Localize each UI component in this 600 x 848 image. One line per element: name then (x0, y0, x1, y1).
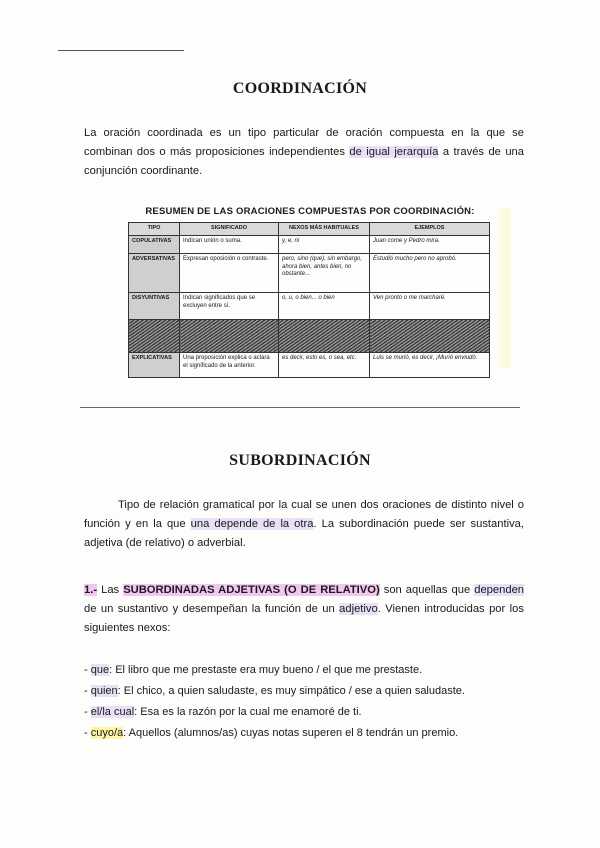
header-nexos: NEXOS MÁS HABITUALES (279, 223, 370, 236)
nexo-term: cuyo/a (90, 727, 124, 739)
coordinacion-intro (84, 124, 524, 181)
table-row (129, 254, 490, 293)
nexo-example: : Esa es la razón por la cual me enamoré de ti. (134, 706, 362, 718)
cell-nexos (279, 320, 370, 353)
coordination-summary-table (128, 222, 490, 378)
list-item (84, 723, 524, 744)
adjetivas-highlight-a: dependen (474, 584, 525, 596)
cell-ejemplo: Estudió mucho pero no aprobó. (370, 254, 490, 293)
table-header-row (129, 223, 490, 236)
cell-tipo (129, 320, 180, 353)
subordinacion-title: SUBORDINACIÓN (229, 452, 371, 469)
top-rule (58, 50, 184, 51)
adjetivas-highlight-b: adjetivo (339, 603, 378, 615)
adjetivas-text-b: de un sustantivo y desempeñan la función de un (84, 603, 340, 615)
cell-ejemplo: Ven pronto o me marcharé. (370, 293, 490, 320)
list-item (84, 660, 524, 681)
subordinacion-intro (84, 496, 524, 553)
nexo-example: : Aquellos (alumnos/as) cuyas notas superen el 8 tendrán un premio. (123, 727, 459, 739)
adjetivas-paragraph (84, 581, 524, 638)
adjetivas-heading: SUBORDINADAS ADJETIVAS (O DE RELATIVO) (123, 584, 380, 596)
cell-tipo: ADVERSATIVAS (129, 254, 180, 293)
nexo-example: : El libro que me prestaste era muy bueno / el que me prestaste. (109, 664, 423, 676)
section-divider (80, 407, 520, 408)
nexos-list (84, 660, 524, 744)
header-significado: SIGNIFICADO (180, 223, 279, 236)
list-dash: - (84, 685, 91, 697)
nexo-term: que (90, 664, 110, 676)
nexo-example: : El chico, a quien saludaste, es muy simpático / ese a quien saludaste. (117, 685, 465, 697)
table-row (129, 236, 490, 254)
cell-ejemplo (370, 320, 490, 353)
header-tipo: TIPO (129, 223, 180, 236)
nexo-term: el/la cual (90, 706, 135, 718)
cell-nexos: y, e, ni (279, 236, 370, 254)
adjetivas-text-a: son aquellas que (379, 584, 475, 596)
cell-significado: Indican unión o suma. (180, 236, 279, 254)
subordinacion-intro-before: Tipo de relación gramatical por la cual se unen dos oraciones de distinto nivel o función y en la que (84, 499, 524, 530)
subordinacion-intro-after: . La subordinación puede ser sustantiva, adjetiva (de relativo) o adverbial. (84, 518, 524, 549)
header-ejemplos: EJEMPLOS (370, 223, 490, 236)
list-dash: - (84, 664, 91, 676)
adjetivas-text-c: . Vienen introducidas por los siguientes nexos: (84, 603, 524, 634)
cell-significado (180, 320, 279, 353)
cell-nexos: es decir, esto es, o sea, etc. (279, 353, 370, 378)
adjetivas-lead: Las (97, 584, 124, 596)
nexo-term: quien (90, 685, 118, 697)
cell-nexos: o, u, o bien... o bien (279, 293, 370, 320)
cell-significado: Una proposición explica o aclara el significado de la anterior. (180, 353, 279, 378)
list-dash: - (84, 706, 91, 718)
coordinacion-intro-before: La oración coordinada es un tipo particular de oración compuesta en la que se combinan dos o más proposiciones independientes (84, 127, 524, 158)
table-row (129, 353, 490, 378)
cell-significado: Expresan oposición o contraste. (180, 254, 279, 293)
cell-nexos: pero, sino (que), sin embargo, ahora bien, antes bien, no obstante... (279, 254, 370, 293)
cell-significado: Indican significados que se excluyen entre sí. (180, 293, 279, 320)
cell-ejemplo: Juan come y Pedro mira. (370, 236, 490, 254)
coordinacion-title: COORDINACIÓN (232, 80, 368, 97)
list-item (84, 702, 524, 723)
yellow-highlighter-mark (496, 208, 510, 368)
table-row-crossed-out (129, 320, 490, 353)
coordinacion-intro-after: a través de una conjunción coordinante. (84, 146, 524, 177)
table-row (129, 293, 490, 320)
table-title: RESUMEN DE LAS ORACIONES COMPUESTAS POR COORDINACIÓN: (145, 206, 475, 217)
subordinacion-intro-highlight: una depende de la otra (190, 518, 314, 530)
list-dash: - (84, 727, 91, 739)
cell-ejemplo: Luis se murió, es decir, ¡Murió enviudó. (370, 353, 490, 378)
cell-tipo: EXPLICATIVAS (129, 353, 180, 378)
coordinacion-intro-highlight: de igual jerarquía (349, 146, 439, 158)
adjetivas-number: 1.- (84, 584, 98, 596)
cell-tipo: DISYUNTIVAS (129, 293, 180, 320)
cell-tipo: COPULATIVAS (129, 236, 180, 254)
list-item (84, 681, 524, 702)
